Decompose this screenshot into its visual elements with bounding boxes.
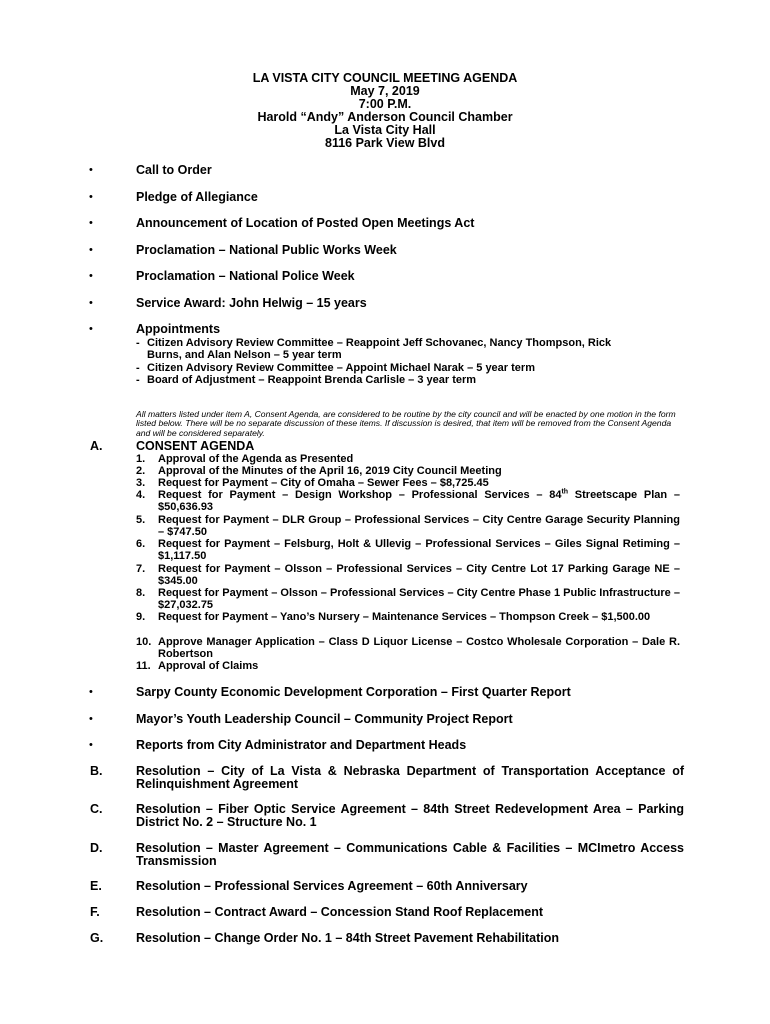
consent-item	[136, 477, 680, 489]
consent-item	[136, 465, 680, 477]
consent-item	[136, 514, 680, 538]
appointment-item	[136, 337, 684, 361]
dash: -	[136, 362, 140, 374]
consent-item-text: Approve Manager Application – Class D Liquor License – Costco Wholesale Corporation – Dale R. Robertson	[158, 636, 680, 661]
bullet: •	[89, 739, 93, 751]
item-proclamation-public-works: Proclamation – National Public Works Week	[136, 243, 397, 257]
meeting-time: 7:00 P.M.	[358, 97, 412, 111]
bullet: •	[89, 323, 93, 335]
item-department-reports: Reports from City Administrator and Department Heads	[136, 738, 467, 752]
bullet: •	[89, 164, 93, 176]
consent-item-number: 11.	[136, 660, 151, 672]
consent-note: All matters listed under item A, Consent Agenda, are considered to be routine by the city council and will be enacted by one motion in the form listed below. There will be no separate discussion of these items. If discussion is desired, that item will be removed from the Consent Agenda and will be considered separately.	[136, 409, 676, 438]
bullet: •	[89, 217, 93, 229]
consent-item-text: Approval of Claims	[158, 660, 259, 672]
item-call-to-order: Call to Order	[136, 163, 212, 177]
consent-item-text-b: Streetscape Plan – $50,636.93	[158, 489, 680, 514]
consent-item-number: 2.	[136, 465, 146, 477]
item-youth-council-report: Mayor’s Youth Leadership Council – Community Project Report	[136, 712, 513, 726]
appointment-line: Citizen Advisory Review Committee – Reappoint Jeff Schovanec, Nancy Thompson, Rick	[147, 337, 612, 349]
consent-item	[136, 611, 680, 623]
appointment-line-cont: Burns, and Alan Nelson – 5 year term	[147, 349, 342, 362]
consent-item-number: 8.	[136, 587, 146, 599]
consent-item-text	[158, 489, 680, 513]
section-letter: E.	[90, 879, 102, 893]
consent-item-text: Request for Payment – Yano’s Nursery – Maintenance Services – Thompson Creek – $1,500.00	[158, 611, 651, 623]
bullet: •	[89, 191, 93, 203]
appointment-item	[136, 374, 684, 386]
appointment-line: Board of Adjustment – Reappoint Brenda Carlisle – 3 year term	[147, 374, 477, 386]
dash: -	[136, 337, 140, 349]
meeting-address: 8116 Park View Blvd	[325, 136, 445, 150]
item-open-meetings-act: Announcement of Location of Posted Open Meetings Act	[136, 216, 475, 230]
consent-item-number: 7.	[136, 563, 146, 575]
resolution-text: Resolution – Contract Award – Concession Stand Roof Replacement	[136, 905, 544, 919]
consent-item-text: Request for Payment – DLR Group – Professional Services – City Centre Garage Security Planning – $747.50	[158, 514, 680, 539]
consent-item	[136, 489, 680, 513]
bullet: •	[89, 297, 93, 309]
consent-agenda-title: CONSENT AGENDA	[136, 439, 255, 453]
resolution-text: Resolution – Master Agreement – Communications Cable & Facilities – MCImetro Access Transmission	[136, 841, 684, 868]
section-letter: F.	[90, 905, 100, 919]
section-letter: D.	[90, 841, 103, 855]
consent-item-number: 4.	[136, 489, 146, 501]
item-sarpy-report: Sarpy County Economic Development Corporation – First Quarter Report	[136, 685, 571, 699]
consent-item-number: 5.	[136, 514, 146, 526]
item-service-award: Service Award: John Helwig – 15 years	[136, 296, 367, 310]
resolution-text: Resolution – Professional Services Agreement – 60th Anniversary	[136, 879, 528, 893]
resolution-text: Resolution – Change Order No. 1 – 84th Street Pavement Rehabilitation	[136, 931, 560, 945]
meeting-venue: Harold “Andy” Anderson Council Chamber	[257, 110, 513, 124]
consent-item-text: Request for Payment – Felsburg, Holt & Ullevig – Professional Services – Giles Signal Retiming – $1,117.50	[158, 538, 680, 563]
consent-item-text-a: Request for Payment – Design Workshop – Professional Services – 84	[158, 489, 562, 501]
item-appointments: Appointments	[136, 322, 221, 336]
section-letter: C.	[90, 802, 103, 816]
consent-item	[136, 587, 680, 611]
item-proclamation-police: Proclamation – National Police Week	[136, 269, 355, 283]
bullet: •	[89, 270, 93, 282]
consent-item-text: Request for Payment – Olsson – Professional Services – City Centre Lot 17 Parking Garage NE – $345.00	[158, 563, 680, 588]
consent-item-number: 3.	[136, 477, 146, 489]
section-letter: B.	[90, 764, 103, 778]
appointment-item	[136, 362, 684, 374]
appointment-line: Citizen Advisory Review Committee – Appoint Michael Narak – 5 year term	[147, 362, 535, 374]
item-pledge: Pledge of Allegiance	[136, 190, 258, 204]
consent-item	[136, 563, 680, 587]
consent-item-text: Approval of the Minutes of the April 16, 2019 City Council Meeting	[158, 465, 502, 477]
resolution-text: Resolution – Fiber Optic Service Agreement – 84th Street Redevelopment Area – Parking District No. 2 – Structure No. 1	[136, 802, 684, 829]
bullet: •	[89, 244, 93, 256]
consent-item-text: Request for Payment – Olsson – Professional Services – City Centre Phase 1 Public Infrastructure – $27,032.75	[158, 587, 680, 612]
consent-item-text: Request for Payment – City of Omaha – Sewer Fees – $8,725.45	[158, 477, 489, 489]
section-letter: A.	[90, 439, 103, 453]
resolution-text: Resolution – City of La Vista & Nebraska Department of Transportation Acceptance of Relinquishment Agreement	[136, 764, 684, 791]
consent-item	[136, 660, 680, 672]
ordinal-suffix: th	[561, 488, 569, 496]
meeting-building: La Vista City Hall	[334, 123, 436, 137]
bullet: •	[89, 686, 93, 698]
consent-item-number: 1.	[136, 453, 146, 465]
consent-item-number: 10.	[136, 636, 152, 648]
section-letter: G.	[90, 931, 104, 945]
bullet: •	[89, 713, 93, 725]
consent-item-number: 9.	[136, 611, 146, 623]
dash: -	[136, 374, 140, 386]
meeting-date: May 7, 2019	[350, 84, 420, 98]
agenda-title: LA VISTA CITY COUNCIL MEETING AGENDA	[252, 71, 518, 85]
consent-item	[136, 636, 680, 660]
consent-item	[136, 538, 680, 562]
consent-item	[136, 453, 680, 465]
consent-item-number: 6.	[136, 538, 146, 550]
consent-item-text: Approval of the Agenda as Presented	[158, 453, 354, 465]
